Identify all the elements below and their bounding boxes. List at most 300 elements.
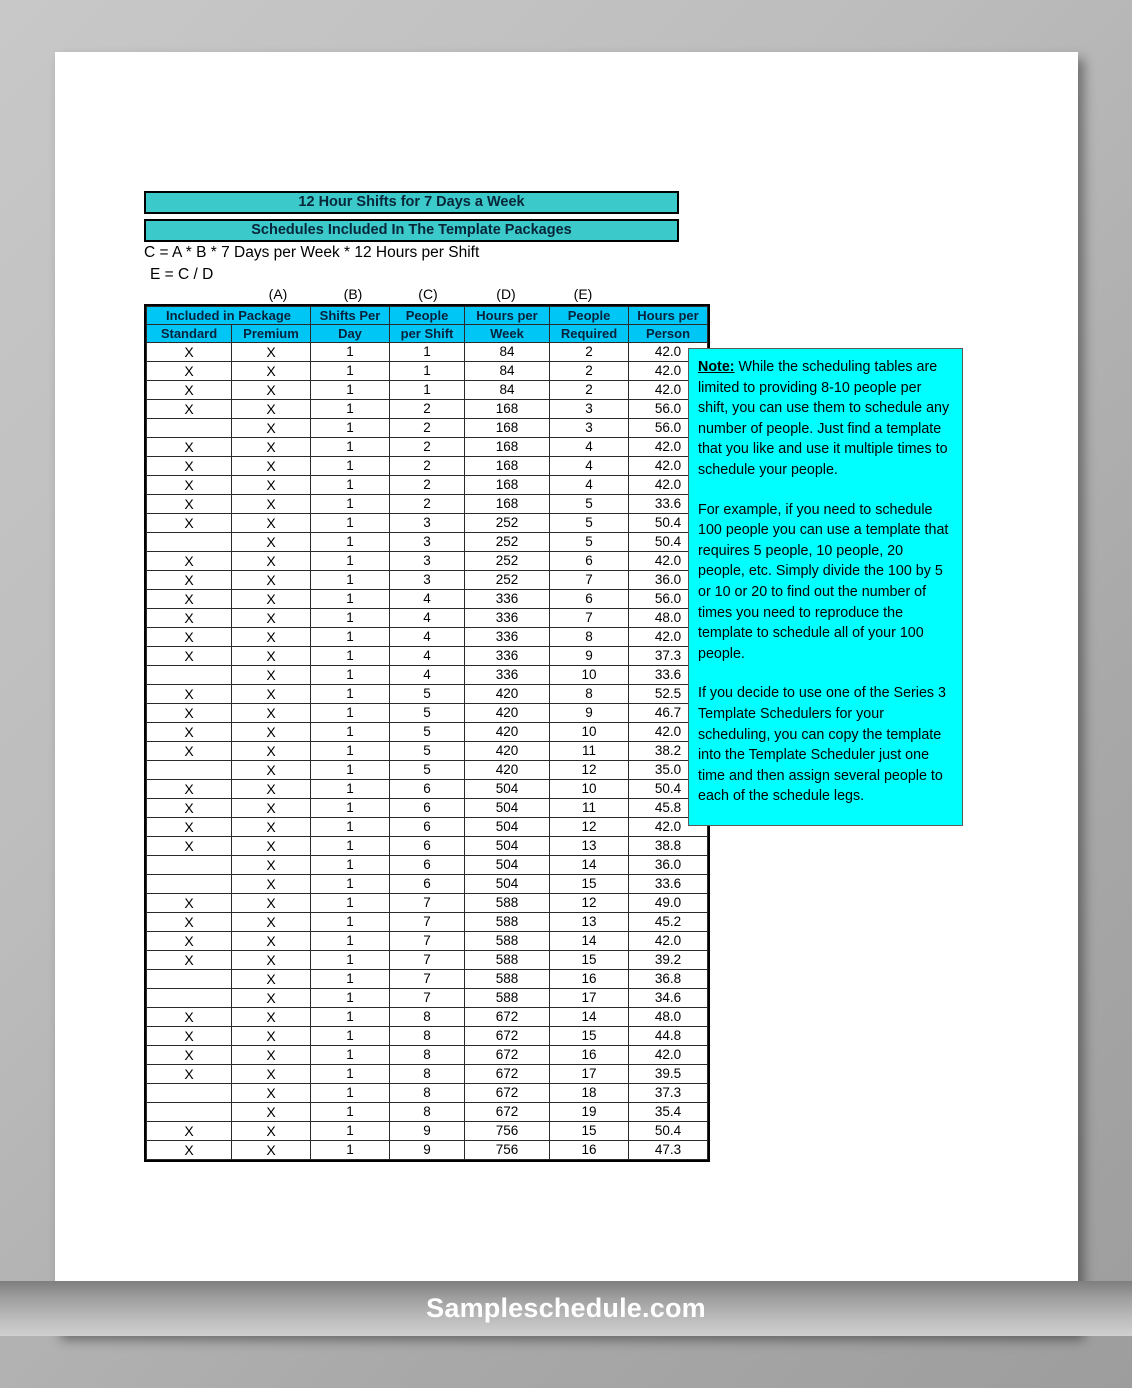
cell-premium: X — [232, 742, 311, 761]
cell-hours-per-week: 252 — [465, 571, 550, 590]
cell-people-required: 12 — [550, 894, 629, 913]
cell-shifts-per-day: 1 — [311, 818, 390, 837]
cell-shifts-per-day: 1 — [311, 457, 390, 476]
cell-premium: X — [232, 457, 311, 476]
cell-hours-per-week: 756 — [465, 1122, 550, 1141]
schedule-table — [146, 306, 708, 1160]
cell-standard: X — [147, 723, 232, 742]
cell-shifts-per-day: 1 — [311, 400, 390, 419]
cell-shifts-per-day: 1 — [311, 875, 390, 894]
cell-shifts-per-day: 1 — [311, 476, 390, 495]
cell-shifts-per-day: 1 — [311, 1141, 390, 1160]
cell-hours-per-person: 39.5 — [629, 1065, 708, 1084]
table-row — [147, 628, 708, 647]
cell-shifts-per-day: 1 — [311, 685, 390, 704]
table-row — [147, 951, 708, 970]
cell-people-required: 10 — [550, 723, 629, 742]
cell-people-required: 15 — [550, 875, 629, 894]
cell-standard: X — [147, 438, 232, 457]
table-row — [147, 723, 708, 742]
table-sub-header-row — [147, 325, 708, 343]
table-row — [147, 495, 708, 514]
cell-standard: X — [147, 609, 232, 628]
cell-hours-per-person: 48.0 — [629, 1008, 708, 1027]
cell-hours-per-week: 168 — [465, 476, 550, 495]
cell-people-required: 4 — [550, 438, 629, 457]
cell-standard: X — [147, 495, 232, 514]
cell-people-required: 14 — [550, 1008, 629, 1027]
table-row — [147, 457, 708, 476]
note-paragraph-1 — [698, 357, 953, 481]
cell-standard: X — [147, 362, 232, 381]
cell-hours-per-person: 42.0 — [629, 438, 708, 457]
formula-c: C = A * B * 7 Days per Week * 12 Hours per Shift — [144, 244, 480, 261]
cell-hours-per-person: 42.0 — [629, 476, 708, 495]
cell-shifts-per-day: 1 — [311, 381, 390, 400]
cell-people-required: 15 — [550, 1027, 629, 1046]
watermark-text: Sampleschedule.com — [426, 1293, 706, 1323]
cell-premium: X — [232, 381, 311, 400]
header-person: Person — [629, 325, 708, 343]
cell-shifts-per-day: 1 — [311, 1046, 390, 1065]
cell-people-required: 12 — [550, 761, 629, 780]
table-row — [147, 400, 708, 419]
schedule-table-wrapper — [144, 304, 710, 1162]
footer-watermark-bar — [0, 1281, 1132, 1336]
cell-premium: X — [232, 704, 311, 723]
cell-standard: X — [147, 457, 232, 476]
cell-people-per-shift: 7 — [390, 970, 465, 989]
cell-people-per-shift: 5 — [390, 761, 465, 780]
cell-hours-per-week: 168 — [465, 419, 550, 438]
cell-standard: X — [147, 894, 232, 913]
cell-standard — [147, 970, 232, 989]
cell-premium: X — [232, 685, 311, 704]
cell-shifts-per-day: 1 — [311, 742, 390, 761]
cell-hours-per-week: 84 — [465, 343, 550, 362]
cell-shifts-per-day: 1 — [311, 894, 390, 913]
cell-standard: X — [147, 685, 232, 704]
cell-people-required: 6 — [550, 590, 629, 609]
cell-shifts-per-day: 1 — [311, 780, 390, 799]
cell-hours-per-person: 44.8 — [629, 1027, 708, 1046]
cell-hours-per-week: 336 — [465, 628, 550, 647]
cell-people-per-shift: 9 — [390, 1141, 465, 1160]
header-week: Week — [465, 325, 550, 343]
cell-standard: X — [147, 552, 232, 571]
table-group-header-row — [147, 307, 708, 325]
cell-standard: X — [147, 343, 232, 362]
table-row — [147, 989, 708, 1008]
cell-hours-per-person: 50.4 — [629, 1122, 708, 1141]
cell-premium: X — [232, 875, 311, 894]
cell-shifts-per-day: 1 — [311, 799, 390, 818]
cell-hours-per-person: 34.6 — [629, 989, 708, 1008]
cell-people-required: 4 — [550, 457, 629, 476]
cell-hours-per-person: 42.0 — [629, 457, 708, 476]
cell-people-per-shift: 7 — [390, 894, 465, 913]
cell-hours-per-person: 56.0 — [629, 590, 708, 609]
cell-standard: X — [147, 742, 232, 761]
cell-hours-per-person: 39.2 — [629, 951, 708, 970]
table-row — [147, 837, 708, 856]
cell-hours-per-week: 672 — [465, 1084, 550, 1103]
cell-premium: X — [232, 780, 311, 799]
cell-people-required: 7 — [550, 609, 629, 628]
cell-shifts-per-day: 1 — [311, 628, 390, 647]
cell-people-required: 16 — [550, 1141, 629, 1160]
cell-standard — [147, 1103, 232, 1122]
cell-shifts-per-day: 1 — [311, 1122, 390, 1141]
cell-standard — [147, 856, 232, 875]
cell-hours-per-week: 672 — [465, 1065, 550, 1084]
cell-hours-per-person: 56.0 — [629, 419, 708, 438]
cell-people-per-shift: 8 — [390, 1084, 465, 1103]
cell-people-required: 5 — [550, 495, 629, 514]
cell-people-per-shift: 5 — [390, 723, 465, 742]
cell-shifts-per-day: 1 — [311, 704, 390, 723]
cell-premium: X — [232, 400, 311, 419]
cell-premium: X — [232, 628, 311, 647]
document-page — [55, 52, 1078, 1333]
column-letter-d: (D) — [496, 286, 516, 302]
cell-shifts-per-day: 1 — [311, 343, 390, 362]
cell-hours-per-week: 504 — [465, 837, 550, 856]
cell-hours-per-week: 420 — [465, 742, 550, 761]
cell-hours-per-week: 252 — [465, 552, 550, 571]
cell-hours-per-person: 37.3 — [629, 1084, 708, 1103]
cell-hours-per-person: 37.3 — [629, 647, 708, 666]
header-shifts-per: Shifts Per — [311, 307, 390, 325]
table-row — [147, 362, 708, 381]
cell-people-required: 7 — [550, 571, 629, 590]
table-row — [147, 609, 708, 628]
cell-shifts-per-day: 1 — [311, 1084, 390, 1103]
cell-premium: X — [232, 514, 311, 533]
cell-people-per-shift: 7 — [390, 951, 465, 970]
cell-people-required: 10 — [550, 666, 629, 685]
table-row — [147, 742, 708, 761]
cell-hours-per-week: 336 — [465, 609, 550, 628]
cell-people-required: 8 — [550, 685, 629, 704]
cell-shifts-per-day: 1 — [311, 989, 390, 1008]
cell-standard — [147, 1084, 232, 1103]
table-row — [147, 780, 708, 799]
cell-people-per-shift: 5 — [390, 685, 465, 704]
cell-hours-per-person: 42.0 — [629, 628, 708, 647]
header-standard: Standard — [147, 325, 232, 343]
table-row — [147, 533, 708, 552]
cell-hours-per-week: 672 — [465, 1008, 550, 1027]
cell-people-per-shift: 8 — [390, 1027, 465, 1046]
table-row — [147, 381, 708, 400]
cell-standard — [147, 419, 232, 438]
cell-hours-per-person: 42.0 — [629, 552, 708, 571]
cell-hours-per-week: 504 — [465, 818, 550, 837]
cell-premium: X — [232, 913, 311, 932]
cell-people-required: 6 — [550, 552, 629, 571]
cell-premium: X — [232, 818, 311, 837]
cell-shifts-per-day: 1 — [311, 761, 390, 780]
cell-shifts-per-day: 1 — [311, 609, 390, 628]
table-row — [147, 1065, 708, 1084]
table-row — [147, 666, 708, 685]
cell-standard: X — [147, 818, 232, 837]
header-people: People — [390, 307, 465, 325]
cell-people-required: 9 — [550, 647, 629, 666]
cell-hours-per-week: 168 — [465, 457, 550, 476]
cell-people-per-shift: 1 — [390, 381, 465, 400]
cell-people-per-shift: 8 — [390, 1103, 465, 1122]
cell-shifts-per-day: 1 — [311, 856, 390, 875]
cell-people-required: 13 — [550, 913, 629, 932]
cell-premium: X — [232, 1141, 311, 1160]
formula-e: E = C / D — [150, 266, 214, 283]
cell-shifts-per-day: 1 — [311, 571, 390, 590]
cell-people-per-shift: 3 — [390, 552, 465, 571]
cell-hours-per-person: 36.0 — [629, 571, 708, 590]
header-day: Day — [311, 325, 390, 343]
cell-hours-per-week: 672 — [465, 1027, 550, 1046]
cell-standard: X — [147, 1141, 232, 1160]
table-row — [147, 419, 708, 438]
table-row — [147, 476, 708, 495]
cell-hours-per-person: 45.8 — [629, 799, 708, 818]
cell-people-per-shift: 8 — [390, 1065, 465, 1084]
header-hours-per-person-top: Hours per — [629, 307, 708, 325]
cell-standard: X — [147, 1046, 232, 1065]
table-row — [147, 552, 708, 571]
cell-people-per-shift: 6 — [390, 856, 465, 875]
column-letter-a: (A) — [268, 286, 288, 302]
cell-standard: X — [147, 400, 232, 419]
cell-shifts-per-day: 1 — [311, 438, 390, 457]
table-row — [147, 1084, 708, 1103]
cell-people-required: 15 — [550, 951, 629, 970]
note-paragraph-3: If you decide to use one of the Series 3 Template Schedulers for your scheduling, you can copy the template into the Template Scheduler just one time and then assign several people to each of the schedule legs. — [698, 685, 946, 805]
cell-hours-per-week: 588 — [465, 970, 550, 989]
cell-standard — [147, 533, 232, 552]
cell-shifts-per-day: 1 — [311, 723, 390, 742]
cell-people-per-shift: 7 — [390, 989, 465, 1008]
cell-hours-per-week: 336 — [465, 590, 550, 609]
table-row — [147, 1027, 708, 1046]
cell-people-per-shift: 1 — [390, 362, 465, 381]
table-row — [147, 647, 708, 666]
cell-people-required: 13 — [550, 837, 629, 856]
cell-people-required: 10 — [550, 780, 629, 799]
cell-people-per-shift: 5 — [390, 742, 465, 761]
cell-people-per-shift: 4 — [390, 666, 465, 685]
header-hours-per-week-top: Hours per — [465, 307, 550, 325]
cell-hours-per-week: 84 — [465, 381, 550, 400]
cell-standard: X — [147, 780, 232, 799]
column-letter-b: (B) — [343, 286, 363, 302]
cell-hours-per-person: 42.0 — [629, 932, 708, 951]
cell-standard: X — [147, 951, 232, 970]
cell-premium: X — [232, 343, 311, 362]
cell-premium: X — [232, 723, 311, 742]
cell-premium: X — [232, 856, 311, 875]
cell-standard: X — [147, 913, 232, 932]
cell-hours-per-person: 52.5 — [629, 685, 708, 704]
title-banner: 12 Hour Shifts for 7 Days a Week — [144, 191, 679, 214]
cell-standard: X — [147, 647, 232, 666]
cell-hours-per-week: 588 — [465, 913, 550, 932]
cell-hours-per-week: 420 — [465, 723, 550, 742]
cell-shifts-per-day: 1 — [311, 932, 390, 951]
cell-shifts-per-day: 1 — [311, 647, 390, 666]
table-row — [147, 1008, 708, 1027]
column-letter-e: (E) — [573, 286, 593, 302]
cell-hours-per-person: 33.6 — [629, 666, 708, 685]
cell-hours-per-week: 168 — [465, 495, 550, 514]
cell-hours-per-week: 336 — [465, 666, 550, 685]
cell-people-required: 9 — [550, 704, 629, 723]
cell-standard — [147, 875, 232, 894]
header-per-shift: per Shift — [390, 325, 465, 343]
cell-shifts-per-day: 1 — [311, 1027, 390, 1046]
cell-hours-per-person: 42.0 — [629, 818, 708, 837]
cell-people-per-shift: 7 — [390, 932, 465, 951]
cell-premium: X — [232, 666, 311, 685]
cell-people-per-shift: 7 — [390, 913, 465, 932]
cell-hours-per-week: 336 — [465, 647, 550, 666]
cell-hours-per-week: 504 — [465, 799, 550, 818]
cell-people-required: 4 — [550, 476, 629, 495]
table-row — [147, 1141, 708, 1160]
cell-premium: X — [232, 1122, 311, 1141]
cell-premium: X — [232, 1008, 311, 1027]
table-row — [147, 571, 708, 590]
table-row — [147, 932, 708, 951]
cell-people-required: 17 — [550, 1065, 629, 1084]
table-row — [147, 343, 708, 362]
table-head — [147, 307, 708, 343]
table-row — [147, 818, 708, 837]
cell-hours-per-week: 504 — [465, 875, 550, 894]
cell-premium: X — [232, 419, 311, 438]
cell-hours-per-person: 50.4 — [629, 533, 708, 552]
cell-hours-per-person: 42.0 — [629, 723, 708, 742]
note-box — [688, 348, 963, 826]
cell-standard: X — [147, 1065, 232, 1084]
cell-people-per-shift: 6 — [390, 875, 465, 894]
header-included-in-package: Included in Package — [147, 307, 311, 325]
cell-people-required: 5 — [550, 533, 629, 552]
cell-premium: X — [232, 1103, 311, 1122]
cell-hours-per-week: 168 — [465, 400, 550, 419]
cell-people-required: 17 — [550, 989, 629, 1008]
cell-premium: X — [232, 362, 311, 381]
cell-hours-per-person: 35.0 — [629, 761, 708, 780]
cell-people-per-shift: 2 — [390, 419, 465, 438]
table-row — [147, 894, 708, 913]
cell-people-required: 18 — [550, 1084, 629, 1103]
cell-people-per-shift: 9 — [390, 1122, 465, 1141]
cell-shifts-per-day: 1 — [311, 552, 390, 571]
cell-people-per-shift: 2 — [390, 476, 465, 495]
cell-people-per-shift: 8 — [390, 1046, 465, 1065]
cell-shifts-per-day: 1 — [311, 666, 390, 685]
cell-standard — [147, 666, 232, 685]
cell-people-required: 11 — [550, 799, 629, 818]
cell-hours-per-person: 42.0 — [629, 1046, 708, 1065]
cell-premium: X — [232, 951, 311, 970]
cell-premium: X — [232, 761, 311, 780]
cell-standard: X — [147, 590, 232, 609]
cell-standard: X — [147, 381, 232, 400]
subtitle-banner: Schedules Included In The Template Packages — [144, 219, 679, 242]
cell-hours-per-person: 49.0 — [629, 894, 708, 913]
cell-hours-per-person: 42.0 — [629, 343, 708, 362]
cell-premium: X — [232, 1027, 311, 1046]
cell-shifts-per-day: 1 — [311, 1103, 390, 1122]
cell-hours-per-week: 168 — [465, 438, 550, 457]
cell-shifts-per-day: 1 — [311, 837, 390, 856]
cell-premium: X — [232, 590, 311, 609]
cell-standard: X — [147, 799, 232, 818]
cell-premium: X — [232, 837, 311, 856]
table-row — [147, 1046, 708, 1065]
cell-premium: X — [232, 476, 311, 495]
cell-hours-per-person: 50.4 — [629, 780, 708, 799]
cell-shifts-per-day: 1 — [311, 533, 390, 552]
table-row — [147, 856, 708, 875]
cell-hours-per-week: 252 — [465, 514, 550, 533]
header-people-required-top: People — [550, 307, 629, 325]
header-required: Required — [550, 325, 629, 343]
cell-shifts-per-day: 1 — [311, 913, 390, 932]
cell-people-per-shift: 6 — [390, 837, 465, 856]
cell-people-required: 3 — [550, 419, 629, 438]
cell-hours-per-person: 36.0 — [629, 856, 708, 875]
cell-premium: X — [232, 799, 311, 818]
cell-people-required: 16 — [550, 970, 629, 989]
cell-standard: X — [147, 571, 232, 590]
cell-hours-per-week: 420 — [465, 685, 550, 704]
cell-people-per-shift: 5 — [390, 704, 465, 723]
table-row — [147, 799, 708, 818]
cell-standard: X — [147, 1122, 232, 1141]
cell-hours-per-week: 420 — [465, 704, 550, 723]
cell-people-per-shift: 3 — [390, 514, 465, 533]
cell-standard: X — [147, 932, 232, 951]
cell-people-required: 11 — [550, 742, 629, 761]
cell-people-required: 14 — [550, 932, 629, 951]
cell-premium: X — [232, 533, 311, 552]
cell-shifts-per-day: 1 — [311, 951, 390, 970]
cell-people-required: 12 — [550, 818, 629, 837]
cell-shifts-per-day: 1 — [311, 590, 390, 609]
cell-people-per-shift: 2 — [390, 457, 465, 476]
cell-shifts-per-day: 1 — [311, 362, 390, 381]
cell-hours-per-week: 672 — [465, 1046, 550, 1065]
cell-people-required: 2 — [550, 343, 629, 362]
cell-premium: X — [232, 1046, 311, 1065]
table-row — [147, 514, 708, 533]
cell-people-per-shift: 6 — [390, 780, 465, 799]
cell-hours-per-person: 38.8 — [629, 837, 708, 856]
cell-premium: X — [232, 495, 311, 514]
cell-hours-per-week: 588 — [465, 951, 550, 970]
cell-hours-per-week: 588 — [465, 989, 550, 1008]
cell-people-required: 8 — [550, 628, 629, 647]
cell-hours-per-week: 756 — [465, 1141, 550, 1160]
cell-hours-per-person: 47.3 — [629, 1141, 708, 1160]
note-paragraph-1-text: While the scheduling tables are limited to providing 8-10 people per shift, you can use them to schedule any number of people. Just find a template that you like and use it multiple times to schedule your people. — [698, 359, 950, 478]
table-row — [147, 438, 708, 457]
